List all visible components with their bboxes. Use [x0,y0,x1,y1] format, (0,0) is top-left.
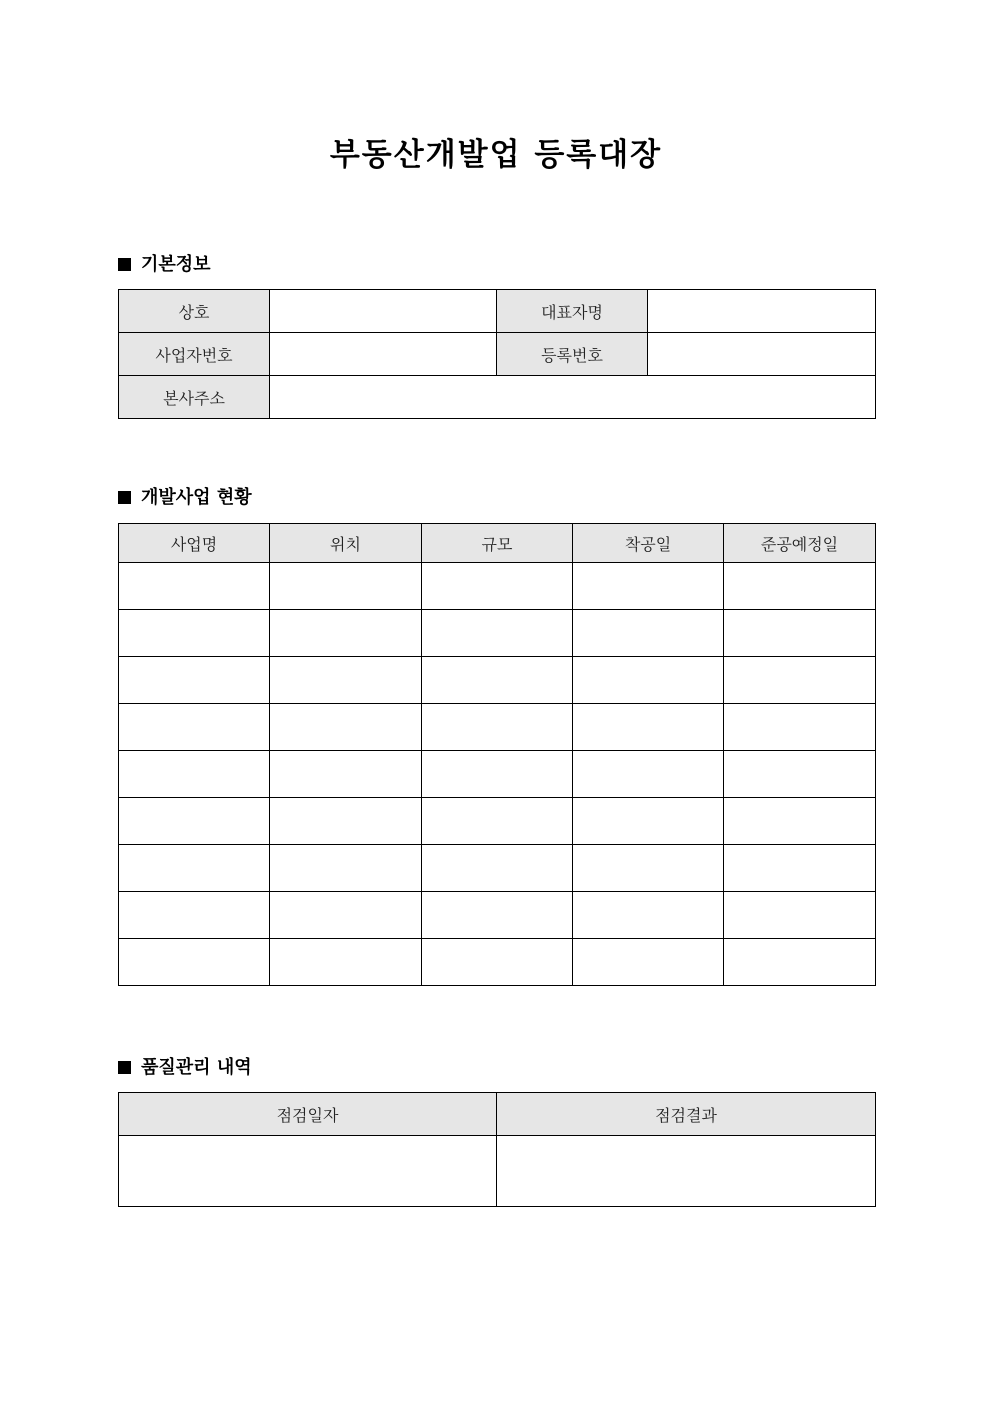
table-row [119,892,876,939]
start-date-cell[interactable] [573,892,724,939]
table-row [119,610,876,657]
section-heading-basic-info [118,252,211,278]
location-cell[interactable] [270,751,422,798]
section-heading-quality-management [118,1055,252,1081]
project-name-cell[interactable] [119,798,270,845]
section-heading-label: 기본정보 [141,254,211,275]
location-cell[interactable] [270,892,422,939]
table-row [119,290,876,333]
completion-date-cell[interactable] [724,939,876,986]
table-row [119,376,876,419]
scale-cell[interactable] [422,610,573,657]
document-title: 부동산개발업 등록대장 [329,137,663,173]
development-status-table [118,523,876,986]
start-date-cell[interactable] [573,939,724,986]
start-date-cell[interactable] [573,845,724,892]
table-row [119,845,876,892]
section-heading-development-status [118,485,252,511]
representative-label: 대표자명 [497,290,648,333]
start-date-cell[interactable] [573,657,724,704]
scale-cell[interactable] [422,704,573,751]
registration-number-label: 등록번호 [497,333,648,376]
project-name-cell[interactable] [119,939,270,986]
project-name-cell[interactable] [119,845,270,892]
square-bullet-icon [118,491,131,504]
start-date-cell[interactable] [573,610,724,657]
square-bullet-icon [118,258,131,271]
completion-date-cell[interactable] [724,563,876,610]
business-number-label: 사업자번호 [119,333,270,376]
square-bullet-icon [118,1061,131,1074]
start-date-cell[interactable] [573,751,724,798]
table-row [119,939,876,986]
start-date-cell[interactable] [573,563,724,610]
completion-date-cell[interactable] [724,798,876,845]
column-header-start-date: 착공일 [573,524,724,563]
location-cell[interactable] [270,798,422,845]
start-date-cell[interactable] [573,798,724,845]
table-row [119,657,876,704]
project-name-cell[interactable] [119,657,270,704]
project-name-cell[interactable] [119,751,270,798]
section-heading-label: 품질관리 내역 [141,1057,252,1078]
location-cell[interactable] [270,563,422,610]
scale-cell[interactable] [422,845,573,892]
completion-date-cell[interactable] [724,892,876,939]
table-header-row [119,524,876,563]
column-header-location: 위치 [270,524,422,563]
location-cell[interactable] [270,657,422,704]
project-name-cell[interactable] [119,892,270,939]
head-office-address-label: 본사주소 [119,376,270,419]
completion-date-cell[interactable] [724,657,876,704]
project-name-cell[interactable] [119,610,270,657]
column-header-inspection-result: 점검결과 [497,1093,876,1136]
scale-cell[interactable] [422,892,573,939]
table-row [119,704,876,751]
company-name-field[interactable] [270,290,497,333]
scale-cell[interactable] [422,657,573,704]
table-row [119,798,876,845]
table-row [119,333,876,376]
completion-date-cell[interactable] [724,704,876,751]
location-cell[interactable] [270,845,422,892]
scale-cell[interactable] [422,798,573,845]
scale-cell[interactable] [422,751,573,798]
column-header-completion-date: 준공예정일 [724,524,876,563]
scale-cell[interactable] [422,563,573,610]
table-row [119,751,876,798]
project-name-cell[interactable] [119,704,270,751]
section-heading-label: 개발사업 현황 [141,487,252,508]
representative-field[interactable] [648,290,876,333]
business-number-field[interactable] [270,333,497,376]
location-cell[interactable] [270,610,422,657]
completion-date-cell[interactable] [724,610,876,657]
column-header-scale: 규모 [422,524,573,563]
quality-management-table [118,1092,876,1207]
table-row [119,563,876,610]
scale-cell[interactable] [422,939,573,986]
table-header-row [119,1093,876,1136]
company-name-label: 상호 [119,290,270,333]
table-row [119,1136,876,1207]
head-office-address-field[interactable] [270,376,876,419]
column-header-project-name: 사업명 [119,524,270,563]
column-header-inspection-date: 점검일자 [119,1093,497,1136]
inspection-date-cell[interactable] [119,1136,497,1207]
registration-number-field[interactable] [648,333,876,376]
completion-date-cell[interactable] [724,845,876,892]
basic-info-table [118,289,876,419]
start-date-cell[interactable] [573,704,724,751]
inspection-result-cell[interactable] [497,1136,876,1207]
location-cell[interactable] [270,704,422,751]
completion-date-cell[interactable] [724,751,876,798]
project-name-cell[interactable] [119,563,270,610]
location-cell[interactable] [270,939,422,986]
